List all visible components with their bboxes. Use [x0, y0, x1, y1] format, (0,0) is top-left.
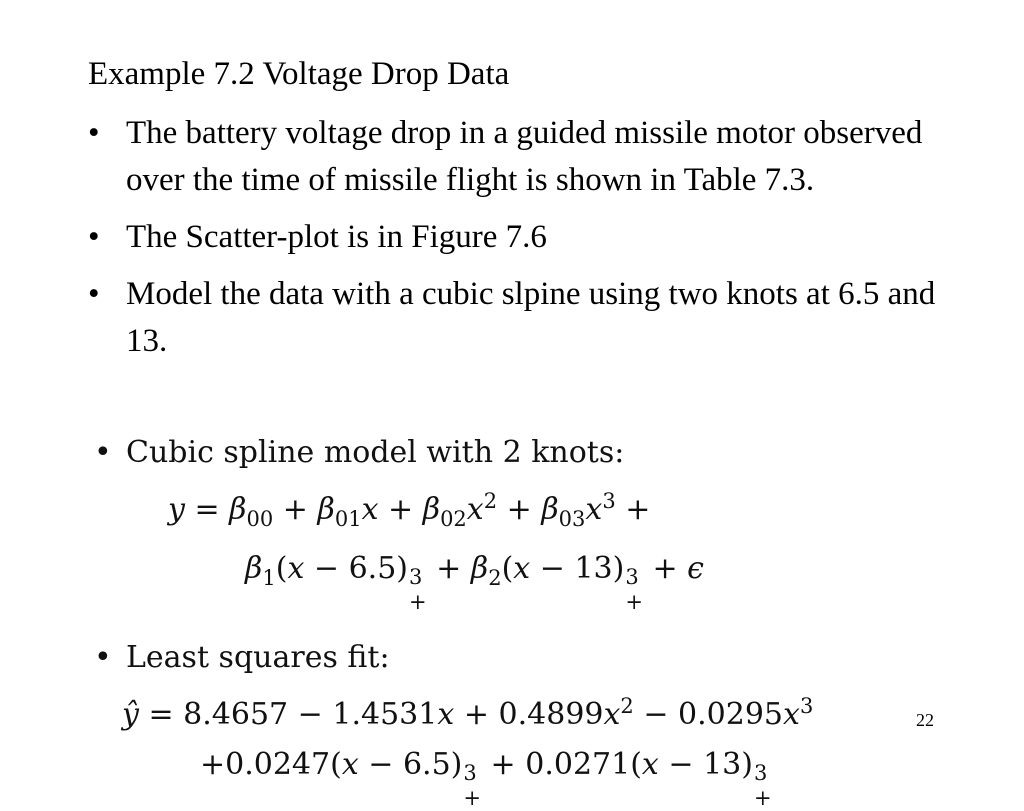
fit-equation-line-1: ŷ = $8.4657 - 1.4531x + 0.4899x^2 - 0.0295x^3$ [122, 694, 814, 732]
fit-equation-line-2: +0.0247(x − 6.5) 3 + + 0.0271(x − 13) 3 + [200, 747, 772, 810]
model-equation-line-2: $\beta_1(x - 6.5)$ 3 + + $\beta_2(x - 13)$ 3 + + ϵ [245, 551, 704, 614]
bullet-list [88, 110, 968, 375]
bullet-dot-icon: • [94, 435, 112, 470]
fit-heading: Least squares fit: [126, 640, 390, 675]
bullet-text: The battery voltage drop in a guided missile motor observed over the time of missile flight is shown in Table 7.3. [126, 115, 923, 198]
bullet-dot-icon: • [94, 640, 112, 675]
model-heading-row [90, 430, 970, 476]
bullet-item [88, 271, 968, 365]
math-image-block [90, 430, 970, 811]
fit-heading-row [90, 635, 970, 681]
spacer [90, 615, 970, 635]
bullet-dot-icon: • [88, 115, 100, 151]
bullet-item [88, 110, 968, 204]
model-equation-line-1: $y = \beta_{00} + \beta_{01}x + \beta_{02}x^2 + \beta_{03}x^3$ + [168, 489, 651, 531]
bullet-dot-icon: • [88, 219, 100, 255]
bullet-text: Model the data with a cubic slpine using two knots at 6.5 and 13. [126, 276, 936, 359]
model-heading: Cubic spline model with 2 knots: [126, 435, 625, 470]
bullet-text: The Scatter-plot is in Figure 7.6 [126, 219, 547, 255]
slide-title: Example 7.2 Voltage Drop Data [88, 56, 510, 92]
bullet-item [88, 214, 968, 261]
page-number: 22 [916, 710, 934, 730]
bullet-dot-icon: • [88, 276, 100, 312]
